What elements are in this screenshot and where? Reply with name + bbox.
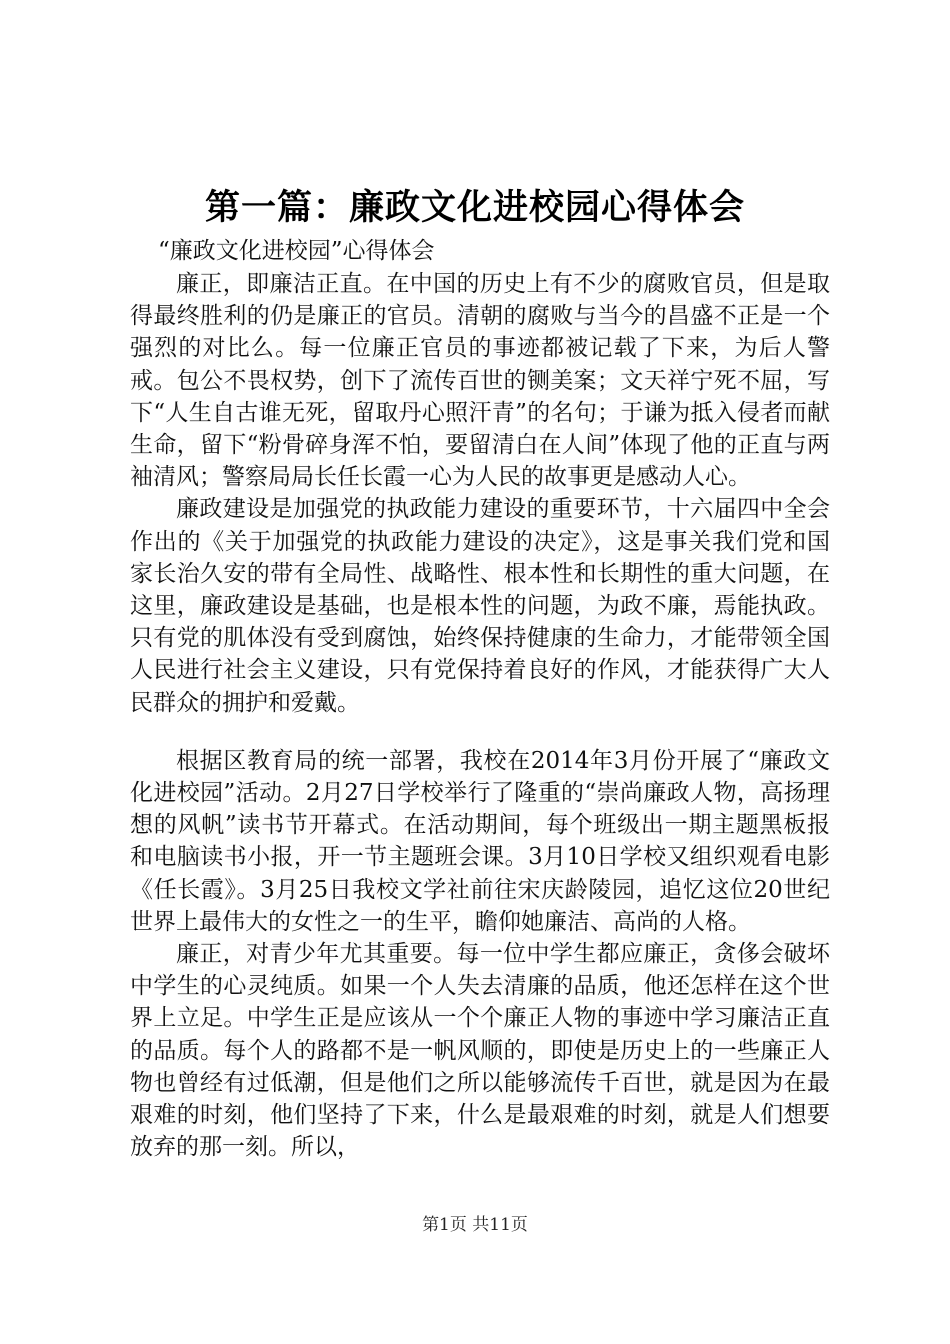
paragraph-4: 廉正，对青少年尤其重要。每一位中学生都应廉正，贪侈会破坏中学生的心灵纯质。如果一个人失去清廉的品质，他还怎样在这个世界上立足。中学生正是应该从一个个廉正人物的事迹中学习廉洁正直的品质。每个人的路都不是一帆风顺的，即使是历史上的一些廉正人物也曾经有过低潮，但是他们之所以能够流传千百世，就是因为在最艰难的时刻，他们坚持了下来，什么是最艰难的时刻，就是人们想要放弃的那一刻。所以， xyxy=(130,941,830,1161)
page-footer: 第1页 共11页 xyxy=(422,1215,528,1235)
paragraph-3: 根据区教育局的统一部署，我校在2014年3月份开展了“廉政文化进校园”活动。2月27日学校举行了隆重的“崇尚廉政人物，高扬理想的风帆”读书节开幕式。在活动期间，每个班级出一期主题黑板报和电脑读书小报，开一节主题班会课。3月10日学校又组织观看电影《任长霞》。3月25日我校文学社前往宋庆龄陵园，追忆这位20世纪世界上最伟大的女性之一的生平，瞻仰她廉洁、高尚的人格。 xyxy=(130,747,830,935)
paragraph-2: 廉政建设是加强党的执政能力建设的重要环节，十六届四中全会作出的《关于加强党的执政能力建设的决定》，这是事关我们党和国家长治久安的带有全局性、战略性、根本性和长期性的重大问题，在这里，廉政建设是基础，也是根本性的问题，为政不廉，焉能执政。只有党的肌体没有受到腐蚀，始终保持健康的生命力，才能带领全国人民进行社会主义建设，只有党保持着良好的作风，才能获得广大人民群众的拥护和爱戴。 xyxy=(130,496,830,716)
paragraph-1: 廉正，即廉洁正直。在中国的历史上有不少的腐败官员，但是取得最终胜利的仍是廉正的官员。清朝的腐败与当今的昌盛不正是一个强烈的对比么。每一位廉正官员的事迹都被记载了下来，为后人警戒。包公不畏权势，创下了流传百世的铡美案；文天祥宁死不屈，写下“人生自古谁无死，留取丹心照汗青”的名句；于谦为抵入侵者而献生命，留下“粉骨碎身浑不怕，要留清白在人间”体现了他的正直与两袖清风；警察局局长任长霞一心为人民的故事更是感动人心。 xyxy=(130,271,830,491)
document-title: 第一篇：廉政文化进校园心得体会 xyxy=(204,187,745,228)
document-subtitle: “廉政文化进校园”心得体会 xyxy=(158,238,435,264)
document-body xyxy=(130,268,830,1163)
